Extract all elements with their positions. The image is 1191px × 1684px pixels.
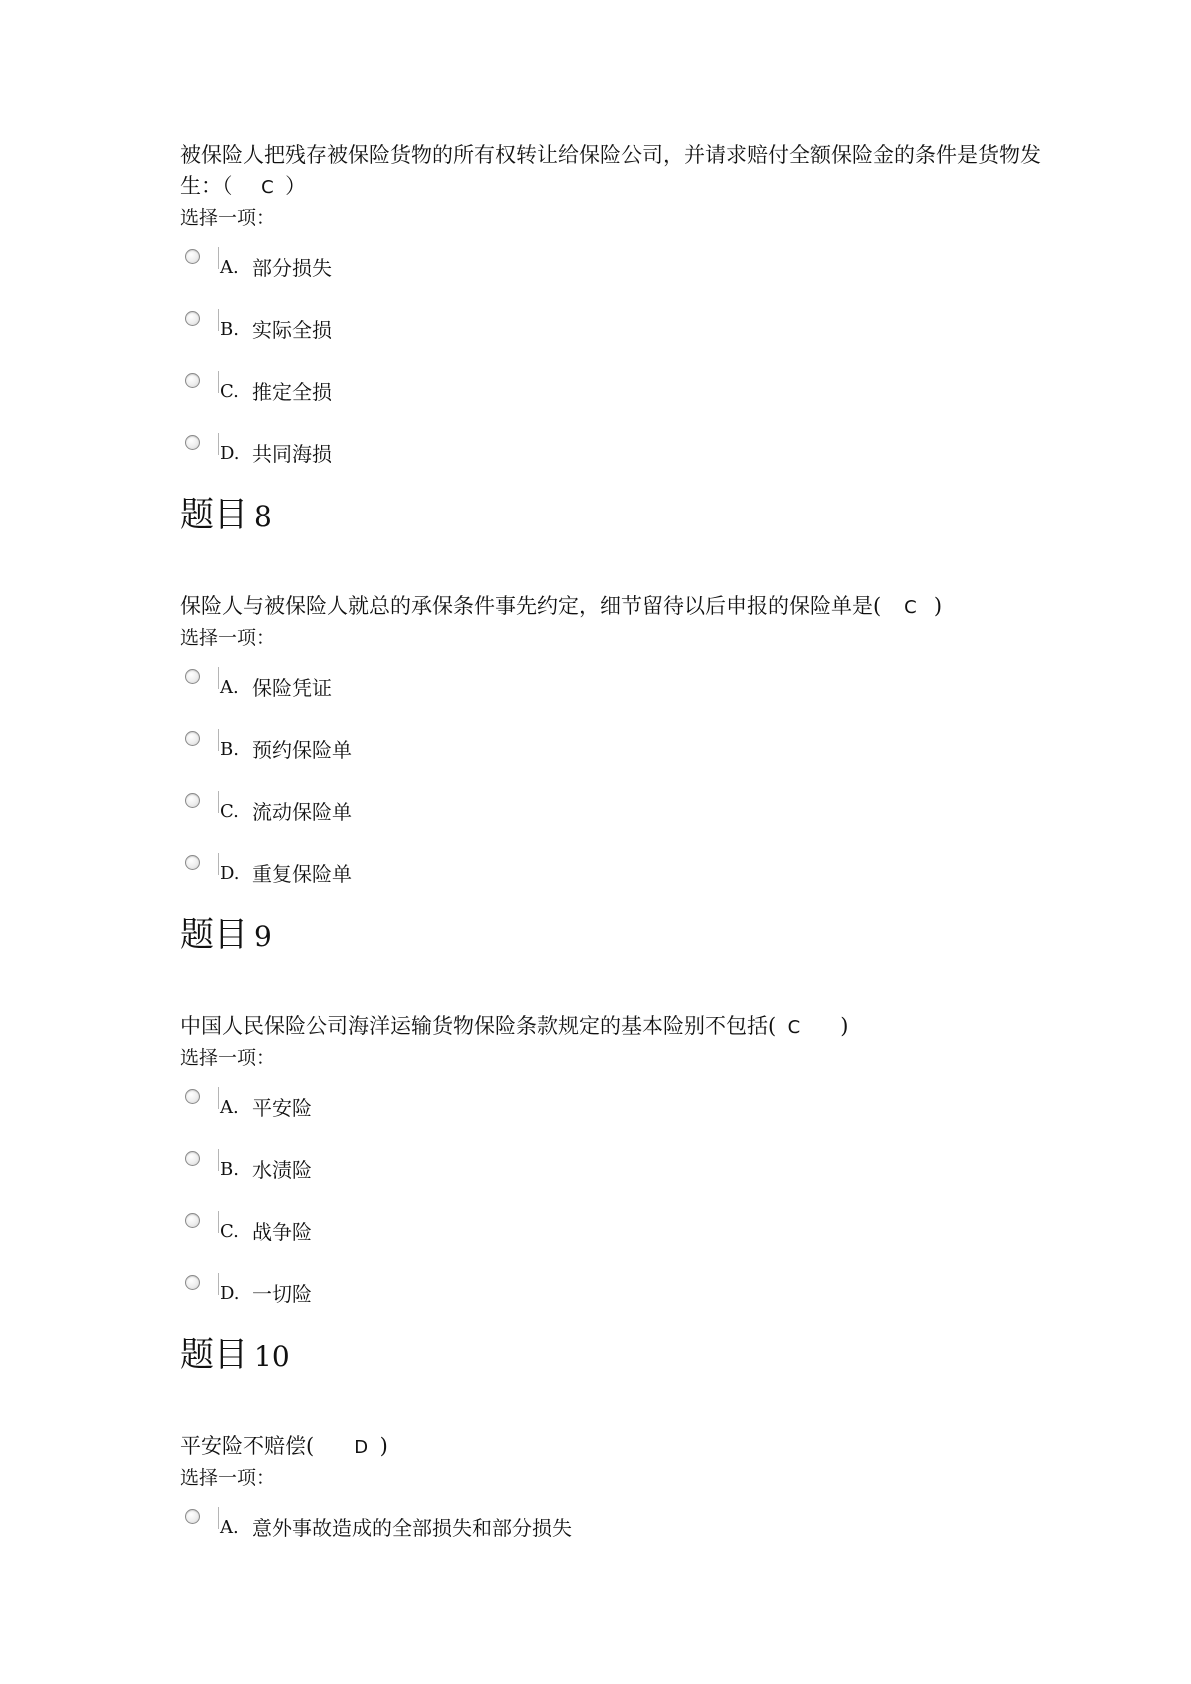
divider — [218, 1149, 219, 1171]
divider — [218, 433, 219, 455]
divider — [218, 1087, 219, 1109]
answer-mark: D — [354, 1437, 369, 1458]
option-label: 水渍险 — [252, 1158, 312, 1182]
radio-button[interactable] — [185, 669, 200, 684]
question-7 — [180, 140, 1060, 491]
divider — [218, 371, 219, 393]
option-c[interactable] — [180, 367, 1060, 429]
choose-one-label: 选择一项： — [180, 207, 276, 229]
option-label: 战争险 — [252, 1220, 312, 1244]
option-label: 一切险 — [252, 1282, 312, 1306]
option-letter: A. — [220, 677, 239, 698]
question-heading-8: 题目 8 — [180, 495, 272, 535]
option-label: 实际全损 — [252, 318, 332, 342]
option-label: 流动保险单 — [252, 800, 352, 824]
option-c[interactable] — [180, 1207, 1060, 1269]
radio-button[interactable] — [185, 855, 200, 870]
choose-one-label: 选择一项： — [180, 627, 276, 649]
radio-button[interactable] — [185, 1213, 200, 1228]
option-letter: D. — [220, 443, 240, 464]
option-letter: B. — [220, 319, 239, 340]
option-label: 重复保险单 — [252, 862, 352, 886]
question-text: 中国人民保险公司海洋运输货物保险条款规定的基本险别不包括( C ) — [180, 1014, 849, 1038]
option-label: 保险凭证 — [252, 676, 332, 700]
divider — [218, 309, 219, 331]
option-label: 共同海损 — [252, 442, 332, 466]
divider — [218, 791, 219, 813]
quiz-page — [180, 140, 1060, 1565]
divider — [218, 1507, 219, 1529]
radio-button[interactable] — [185, 435, 200, 450]
option-c[interactable] — [180, 787, 1060, 849]
radio-button[interactable] — [185, 793, 200, 808]
option-letter: A. — [220, 1097, 239, 1118]
option-a[interactable] — [180, 243, 1060, 305]
option-letter: C. — [220, 801, 239, 822]
option-letter: D. — [220, 1283, 240, 1304]
answer-mark: C — [261, 177, 274, 198]
radio-button[interactable] — [185, 731, 200, 746]
question-heading-9: 题目 9 — [180, 915, 272, 955]
answer-mark: C — [787, 1017, 801, 1038]
question-text: 被保险人把残存被保险货物的所有权转让给保险公司，并请求赔付全额保险金的条件是货物发生：（ C ） — [180, 143, 1041, 198]
option-letter: B. — [220, 739, 239, 760]
option-letter: D. — [220, 863, 240, 884]
option-d[interactable] — [180, 849, 1060, 911]
option-letter: A. — [220, 257, 239, 278]
option-letter: C. — [220, 381, 239, 402]
radio-button[interactable] — [185, 1509, 200, 1524]
option-b[interactable] — [180, 1145, 1060, 1207]
question-text: 平安险不赔偿( D ) — [180, 1434, 388, 1458]
question-8 — [180, 591, 1060, 911]
divider — [218, 247, 219, 269]
divider — [218, 667, 219, 689]
divider — [218, 1273, 219, 1295]
choose-one-label: 选择一项： — [180, 1467, 276, 1489]
option-label: 平安险 — [252, 1096, 312, 1120]
option-letter: A. — [220, 1517, 239, 1538]
option-b[interactable] — [180, 305, 1060, 367]
divider — [218, 1211, 219, 1233]
question-9 — [180, 1011, 1060, 1331]
option-label: 预约保险单 — [252, 738, 352, 762]
option-a[interactable] — [180, 1083, 1060, 1145]
question-heading-10: 题目 10 — [180, 1335, 290, 1375]
option-a[interactable] — [180, 1503, 1060, 1565]
option-d[interactable] — [180, 1269, 1060, 1331]
divider — [218, 853, 219, 875]
option-a[interactable] — [180, 663, 1060, 725]
question-text: 保险人与被保险人就总的承保条件事先约定，细节留待以后申报的保险单是( C ) — [180, 594, 943, 618]
radio-button[interactable] — [185, 1275, 200, 1290]
choose-one-label: 选择一项： — [180, 1047, 276, 1069]
radio-button[interactable] — [185, 311, 200, 326]
option-label: 推定全损 — [252, 380, 332, 404]
divider — [218, 729, 219, 751]
radio-button[interactable] — [185, 1151, 200, 1166]
option-label: 意外事故造成的全部损失和部分损失 — [252, 1516, 572, 1540]
question-10 — [180, 1431, 1060, 1565]
option-label: 部分损失 — [252, 256, 332, 280]
option-letter: C. — [220, 1221, 239, 1242]
radio-button[interactable] — [185, 249, 200, 264]
option-b[interactable] — [180, 725, 1060, 787]
radio-button[interactable] — [185, 1089, 200, 1104]
answer-mark: C — [904, 597, 917, 618]
radio-button[interactable] — [185, 373, 200, 388]
option-d[interactable] — [180, 429, 1060, 491]
option-letter: B. — [220, 1159, 239, 1180]
